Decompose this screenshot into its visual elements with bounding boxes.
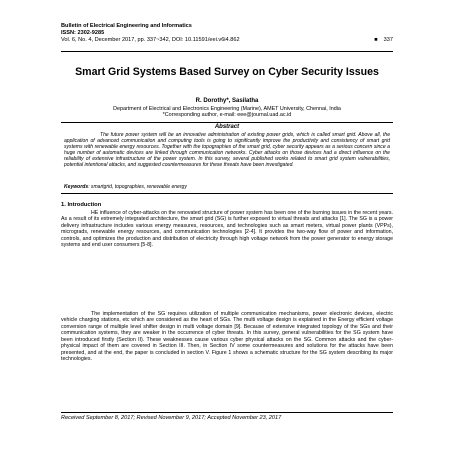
- authors: R. Dorothy*, Sasilatha: [195, 98, 259, 104]
- intro-paragraph-1: HE influence of cyber-attacks on the renovated structure of power system has been one of the burning issues in the recent years. As a result of its extremely integrated architecture, the smart grid (SG) is further exposed to virtual threats and attacks [1]. The SG is a power delivery infrastructure includes various energy measures, resources, and technologies such as smart meters, virtual power plants (VPPs), micrograds, renewable energy resources, and communication technologies [2-4]. It provides the two-way flow of power and information, controls, and optimizes the production and distribution of electricity through high voltage network from the power generator to energy storage systems and end user consumers [5-8].: [61, 210, 393, 249]
- abstract-bottom-rule: [61, 193, 393, 194]
- page-marker-group: [374, 37, 393, 44]
- header-divider: [61, 51, 393, 52]
- footer-divider: [61, 412, 393, 413]
- keywords-values: : smartgrid, topographies, renewable energy: [88, 184, 187, 190]
- received-dates: Received September 8, 2017; Revised November 9, 2017; Accepted November 23, 2017: [61, 415, 282, 421]
- journal-header: [61, 23, 393, 44]
- page-number: 337: [383, 37, 393, 43]
- corresponding-author: *Corresponding author, e-mail: eee@journal.uad.ac.id: [162, 112, 292, 119]
- keywords-label: Keywords: [64, 184, 89, 190]
- journal-name: Bulletin of Electrical Engineering and Informatics: [61, 23, 192, 29]
- square-marker-icon: ■: [374, 37, 378, 43]
- keywords-line: [64, 184, 390, 190]
- abstract-text: The future power system will be an innovative administration of existing power grids, which is called smart grid. Above all, the application of advanced communication and computing tools is going to significantly improve the productivity and consistency of smart grid systems with renewable energy resources. Together with the topographies of the smart grid, cyber security appears as a serious concern since a huge number of automatic devices are linked through communication networks. Cyber attacks on those devices had a direct influence on the reliability of extensive infrastructure of the power system. In this survey, several published works related to smart grid system vulnerabilities, potential intentional attacks, and suggested countermeasures for these threats have been investigated.: [64, 132, 390, 169]
- paper-title: Smart Grid Systems Based Survey on Cyber Security Issues: [75, 66, 379, 78]
- affiliation-department: Department of Electrical and Electronics Engineering (Marine), AMET University, Chennai, India: [113, 106, 341, 112]
- issn: ISSN: 2302-9285: [61, 30, 105, 36]
- affiliation: [61, 106, 393, 119]
- section-title-introduction: 1. Introduction: [61, 202, 102, 208]
- volume-info: Vol. 6, No. 4, December 2017, pp. 337~342, DOI: 10.11591/eei.v6i4.862: [61, 37, 240, 43]
- abstract-heading: Abstract: [214, 124, 240, 130]
- abstract-top-rule: [61, 122, 393, 123]
- intro-paragraph-2: The implementation of the SG requires utilization of multiple communication mechanisms, power electronic devices, electric vehicle charging stations, etc which are considered as the heart of SGs. The multi voltage design is explained in the Energy efficient voltage conversion range of multiple level shifter design in multi voltage domain [9]. Because of extensive integrated topology of the SGs and their communication systems, they are weaker in the occurrence of cyber threats. In this survey, general vulnerabilities for the SG system have been introduced firstly (Section II). These weaknesses cause various cyber physical attacks on the SG. Common attacks and the cyber-physical impact of them are covered in Section III. Then, in Section IV some countermeasures and solutions for the attacks have been presented, and at the end, the paper is concluded in section V. Figure 1 shows a schematic structure for the SG system describing its major technologies.: [61, 311, 393, 363]
- volume-row: [61, 37, 393, 44]
